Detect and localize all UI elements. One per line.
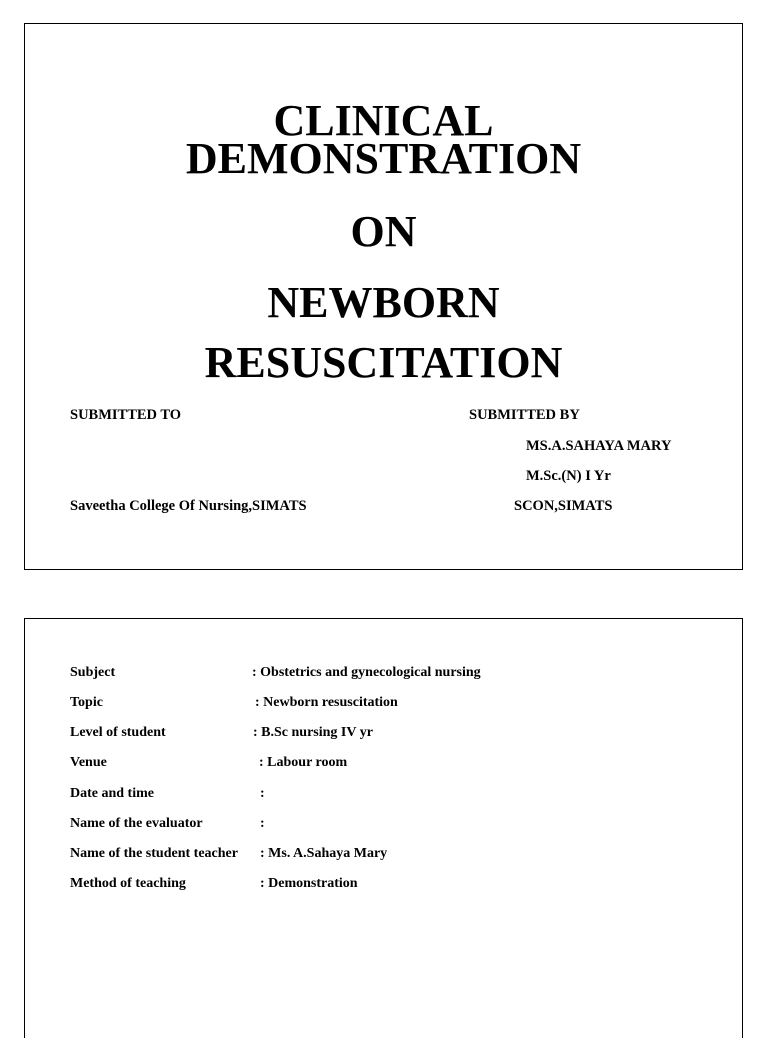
detail-value: : Ms. A.Sahaya Mary bbox=[260, 846, 388, 861]
by-institution: SCON,SIMATS bbox=[514, 498, 613, 514]
submitted-by-label: SUBMITTED BY bbox=[469, 407, 580, 423]
detail-value: : Demonstration bbox=[260, 876, 358, 891]
title-line-5: RESUSCITATION bbox=[204, 338, 563, 387]
detail-label: Subject bbox=[70, 665, 116, 680]
detail-label: Topic bbox=[70, 695, 103, 710]
title-line-2: DEMONSTRATION bbox=[185, 134, 582, 183]
detail-value: : Newborn resuscitation bbox=[255, 695, 398, 710]
cover-page bbox=[24, 23, 743, 570]
detail-value: : Labour room bbox=[259, 755, 348, 770]
detail-label: Name of the evaluator bbox=[70, 816, 203, 831]
detail-label: Date and time bbox=[70, 786, 154, 801]
detail-label: Level of student bbox=[70, 725, 166, 740]
detail-value: : bbox=[260, 816, 265, 831]
detail-label: Name of the student teacher bbox=[70, 846, 238, 861]
to-institution: Saveetha College Of Nursing,SIMATS bbox=[70, 498, 307, 514]
title-line-1: CLINICAL bbox=[273, 96, 494, 145]
detail-value: : bbox=[260, 786, 265, 801]
submitter-name: MS.A.SAHAYA MARY bbox=[526, 438, 672, 454]
detail-label: Method of teaching bbox=[70, 876, 186, 891]
detail-value: : Obstetrics and gynecological nursing bbox=[252, 665, 481, 680]
submitted-to-label: SUBMITTED TO bbox=[70, 407, 182, 423]
detail-value: : B.Sc nursing IV yr bbox=[253, 725, 373, 740]
title-line-4: NEWBORN bbox=[267, 278, 500, 327]
details-page bbox=[24, 618, 743, 1038]
title-line-3: ON bbox=[350, 207, 417, 256]
detail-label: Venue bbox=[70, 755, 107, 770]
submitter-course: M.Sc.(N) I Yr bbox=[526, 468, 611, 484]
